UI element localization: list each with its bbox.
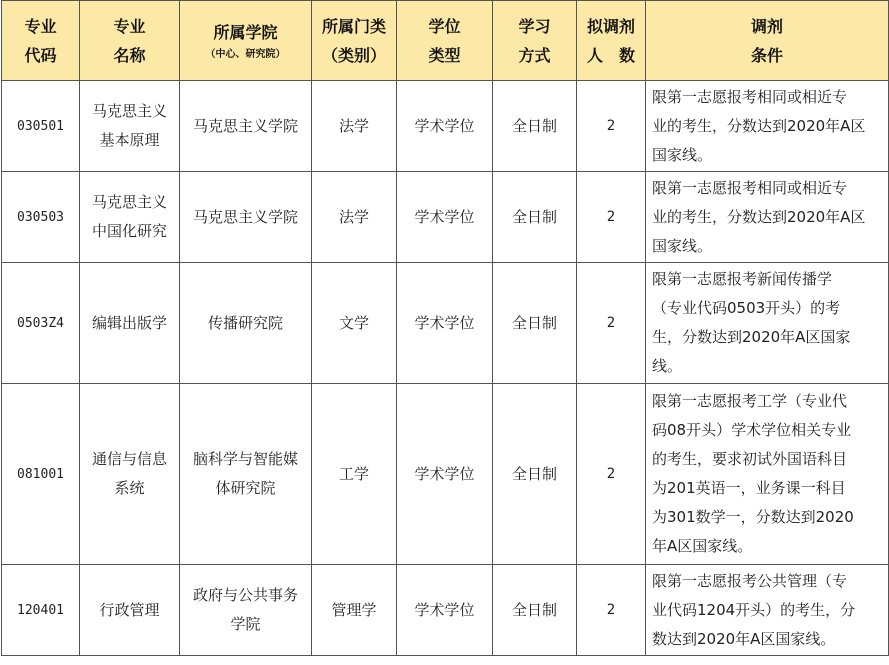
cell-cond: 限第一志愿报考新闻传播学 （专业代码0503开头）的考 生，分数达到2020年A区国家 线。 — [646, 263, 889, 384]
cell-name: 马克思主义 中国化研究 — [80, 172, 180, 263]
cell-cond: 限第一志愿报考相同或相近专 业的考生，分数达到2020年A区 国家线。 — [646, 81, 889, 172]
cell-cond: 限第一志愿报考公共管理（专 业代码1204开头）的考生，分 数达到2020年A区国家线。 — [646, 565, 889, 656]
cell-mode: 全日制 — [493, 81, 577, 172]
table-row — [2, 565, 889, 656]
header-cond: 调剂 条件 — [646, 1, 889, 81]
cell-quota: 2 — [577, 565, 646, 656]
header-quota: 拟调剂 人 数 — [577, 1, 646, 81]
cell-quota: 2 — [577, 263, 646, 384]
cell-cond: 限第一志愿报考相同或相近专 业的考生，分数达到2020年A区 国家线。 — [646, 172, 889, 263]
cell-name: 行政管理 — [80, 565, 180, 656]
cell-code: 030503 — [2, 172, 80, 263]
cell-category: 法学 — [312, 172, 397, 263]
cell-cond: 限第一志愿报考工学（专业代 码08开头）学术学位相关专业 的考生，要求初试外国语科目 为201英语一，业务课一科目 为301数学一，分数达到2020 年A区国家线。 — [646, 384, 889, 565]
cell-mode: 全日制 — [493, 565, 577, 656]
cell-school: 政府与公共事务 学院 — [180, 565, 312, 656]
cell-name: 马克思主义 基本原理 — [80, 81, 180, 172]
cell-code: 081001 — [2, 384, 80, 565]
cell-quota: 2 — [577, 384, 646, 565]
header-code: 专业 代码 — [2, 1, 80, 81]
cell-category: 法学 — [312, 81, 397, 172]
cell-category: 工学 — [312, 384, 397, 565]
cell-category: 管理学 — [312, 565, 397, 656]
cell-school: 传播研究院 — [180, 263, 312, 384]
cell-quota: 2 — [577, 81, 646, 172]
cell-school: 马克思主义学院 — [180, 81, 312, 172]
cell-degree: 学术学位 — [397, 565, 493, 656]
cell-degree: 学术学位 — [397, 384, 493, 565]
cell-category: 文学 — [312, 263, 397, 384]
cell-mode: 全日制 — [493, 263, 577, 384]
cell-code: 0503Z4 — [2, 263, 80, 384]
table-row — [2, 81, 889, 172]
cell-degree: 学术学位 — [397, 81, 493, 172]
cell-quota: 2 — [577, 172, 646, 263]
cell-mode: 全日制 — [493, 384, 577, 565]
cell-name: 编辑出版学 — [80, 263, 180, 384]
header-category: 所属门类 （类别） — [312, 1, 397, 81]
cell-school: 马克思主义学院 — [180, 172, 312, 263]
table-row — [2, 384, 889, 565]
cell-name: 通信与信息 系统 — [80, 384, 180, 565]
cell-degree: 学术学位 — [397, 172, 493, 263]
cell-code: 030501 — [2, 81, 80, 172]
table-row — [2, 263, 889, 384]
cell-code: 120401 — [2, 565, 80, 656]
adjustment-table — [1, 0, 889, 656]
cell-degree: 学术学位 — [397, 263, 493, 384]
cell-school: 脑科学与智能媒 体研究院 — [180, 384, 312, 565]
header-mode: 学习 方式 — [493, 1, 577, 81]
table-row — [2, 172, 889, 263]
header-name: 专业 名称 — [80, 1, 180, 81]
header-degree: 学位 类型 — [397, 1, 493, 81]
cell-mode: 全日制 — [493, 172, 577, 263]
header-school: 所属学院 （中心、研究院） — [180, 1, 312, 81]
header-row — [2, 1, 889, 81]
